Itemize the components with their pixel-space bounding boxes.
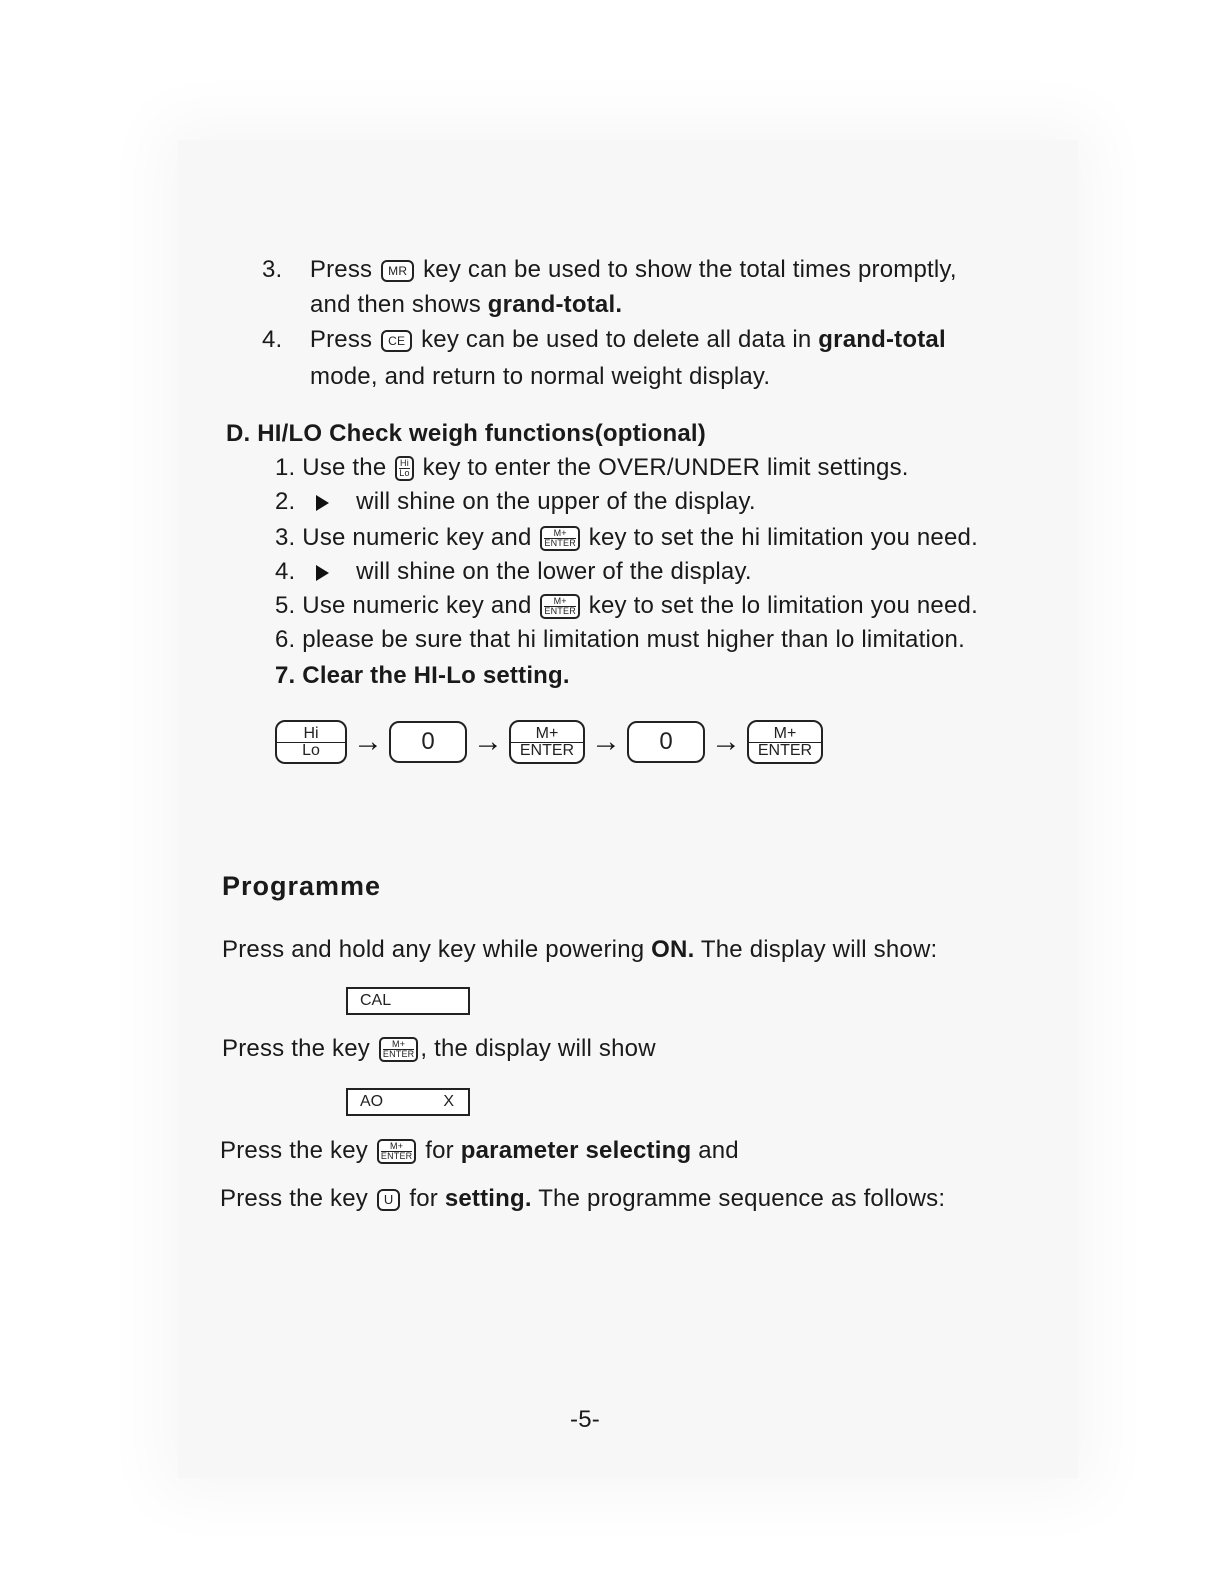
key-top: M+ — [544, 597, 576, 607]
d-item-4 — [275, 557, 752, 587]
key-top: Hi — [400, 458, 409, 469]
key-top: M+ — [511, 726, 583, 743]
item-text: 1. Use the — [275, 454, 387, 481]
para-text: Press and hold any key while powering — [222, 936, 652, 963]
programme-p2 — [222, 1034, 656, 1064]
down-indicator-icon — [316, 565, 329, 581]
enter-key-icon — [540, 594, 580, 619]
step-text: key can be used to show the total times promptly, — [423, 256, 957, 283]
key-bottom: Lo — [302, 741, 320, 759]
step-text: key can be used to delete all data in — [421, 326, 819, 353]
para-text: and — [691, 1137, 739, 1164]
item-text: key to set the hi limitation you need. — [588, 524, 978, 551]
key-bottom: ENTER — [519, 741, 575, 759]
key-bottom: ENTER — [382, 1049, 415, 1060]
para-text: Press the key — [222, 1035, 370, 1062]
para-text: , the display will show — [420, 1035, 656, 1062]
display-text: AO — [360, 1093, 384, 1110]
mr-key-icon: MR — [381, 260, 414, 282]
item-text: 5. Use numeric key and — [275, 592, 532, 619]
enter-key-icon — [379, 1037, 419, 1062]
key-top: M+ — [383, 1040, 415, 1050]
arrow-icon: → — [353, 725, 383, 758]
item-text: 3. Use numeric key and — [275, 524, 532, 551]
step-3 — [262, 255, 957, 285]
item-text: key to enter the OVER/UNDER limit settings. — [422, 454, 909, 481]
step-text: mode, and return to normal weight display. — [310, 363, 771, 390]
enter-key-icon — [747, 720, 823, 764]
para-bold: setting. — [444, 1185, 532, 1212]
item-text: 4. — [275, 558, 296, 585]
step-4-cont — [310, 362, 770, 392]
para-text: for — [425, 1137, 461, 1164]
key-bottom: Lo — [399, 468, 410, 479]
para-text: Press the key — [220, 1137, 368, 1164]
display-text: CAL — [360, 992, 392, 1009]
item-text: will shine on the upper of the display. — [356, 488, 756, 515]
up-indicator-icon — [316, 495, 329, 511]
step-number: 4. — [262, 326, 283, 353]
arrow-icon: → — [473, 725, 503, 758]
para-bold: ON. — [651, 936, 695, 963]
d-item-2 — [275, 487, 756, 517]
step-bold-text: grand-total — [818, 326, 946, 353]
step-number: 3. — [262, 256, 283, 283]
para-text: The display will show: — [694, 936, 938, 963]
programme-p4 — [220, 1184, 945, 1214]
step-3-cont — [310, 290, 622, 320]
clear-hilo-key-sequence — [275, 719, 823, 765]
para-text: The programme sequence as follows: — [531, 1185, 946, 1212]
step-text: Press — [309, 256, 373, 283]
arrow-icon: → — [591, 725, 621, 758]
display-ao — [346, 1088, 470, 1116]
u-key-icon: U — [377, 1189, 401, 1211]
enter-key-icon — [377, 1139, 417, 1164]
key-bottom: ENTER — [757, 741, 813, 759]
key-top: M+ — [749, 726, 821, 743]
zero-key-icon: 0 — [389, 721, 467, 763]
page-number: -5- — [570, 1406, 600, 1433]
d-item-1 — [275, 453, 909, 483]
key-bottom: ENTER — [544, 538, 576, 549]
para-text: Press the key — [220, 1185, 368, 1212]
para-text: for — [409, 1185, 445, 1212]
item-text: 2. — [275, 488, 296, 515]
arrow-icon: → — [711, 725, 741, 758]
display-text: X — [443, 1093, 454, 1110]
key-bottom: ENTER — [380, 1151, 413, 1162]
key-top: M+ — [381, 1142, 413, 1152]
programme-heading: Programme — [222, 871, 382, 901]
para-bold: parameter selecting — [460, 1137, 692, 1164]
hilo-key-icon — [275, 720, 347, 764]
key-bottom: ENTER — [544, 606, 576, 617]
step-text: Press — [309, 326, 373, 353]
programme-p3 — [220, 1136, 739, 1166]
enter-key-icon — [509, 720, 585, 764]
display-cal — [346, 987, 470, 1015]
ce-key-icon: CE — [381, 330, 412, 352]
zero-key-icon: 0 — [627, 721, 705, 763]
step-bold-text: grand-total. — [487, 291, 623, 318]
d-item-3 — [275, 523, 978, 553]
step-4 — [262, 325, 946, 355]
step-text: and then shows — [310, 291, 488, 318]
d-item-7: 7. Clear the HI-Lo setting. — [275, 662, 570, 689]
hilo-key-icon — [395, 456, 413, 481]
d-item-6: 6. please be sure that hi limitation must higher than lo limitation. — [275, 626, 965, 653]
item-text: key to set the lo limitation you need. — [588, 592, 978, 619]
programme-p1 — [222, 935, 937, 965]
enter-key-icon — [540, 526, 580, 551]
key-top: Hi — [277, 726, 345, 743]
key-top: M+ — [544, 529, 576, 539]
d-item-5 — [275, 591, 978, 621]
item-text: will shine on the lower of the display. — [356, 558, 752, 585]
section-d-title: D. HI/LO Check weigh functions(optional) — [226, 420, 706, 447]
